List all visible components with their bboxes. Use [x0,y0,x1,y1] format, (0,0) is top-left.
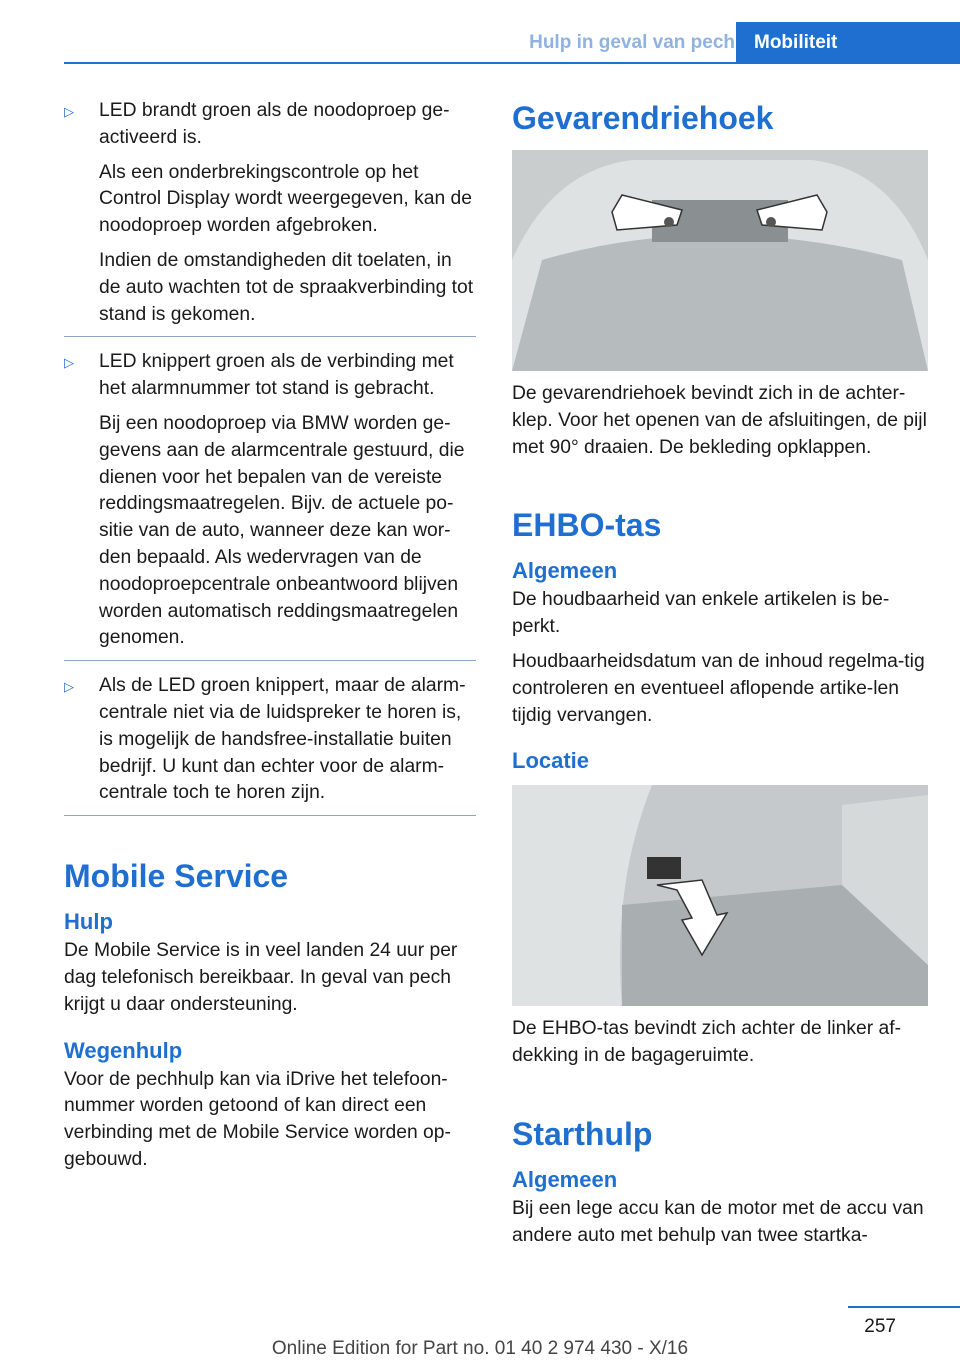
triangle-bullet-icon: ▷ [64,679,74,695]
online-edition-note: Online Edition for Part no. 01 40 2 974 430 - X/16 [271,1338,689,1359]
page-header [64,22,960,64]
starthulp-heading: Starthulp [512,1115,653,1152]
left-column [64,98,476,1182]
bullet-text: LED brandt groen als de noodoproep ge-activeerd is. [99,100,450,148]
bullet-text: Bij een noodoproep via BMW worden ge-gevens aan de alarmcentrale gestuurd, die dienen voor het bepalen van de vereiste reddingsmaatregelen. Bijv. de actuele po-sitie van de auto, wanneer deze kan wor-den bepaald. Als wedervragen van de noodoproepcentrale onbeantwoord blijven worden automatisch reddingsmaatregelen genomen. [99,412,465,649]
locatie-heading: Locatie [512,748,590,774]
bullet-text: LED knippert groen als de verbinding met het alarmnummer tot stand is gebracht. [99,351,454,400]
mobile-service-heading: Mobile Service [64,858,289,895]
list-item [64,673,476,816]
hulp-text: De Mobile Service is in veel landen 24 uur per dag telefonisch bereikbaar. In geval van pech krijgt u daar ondersteuning. [64,940,458,1015]
triangle-bullet-icon: ▷ [64,104,74,119]
header-chapter-tab: Mobiliteit [736,22,960,62]
footer-rule [848,1306,960,1308]
bullet-text: Als een onderbrekingscontrole op het Control Display wordt weergegeven, kan de noodoproep worden afgebroken. [99,161,472,237]
ehbo-algemeen-text-1: De houdbaarheid van enkele artikelen is be-perkt. [512,589,890,638]
bullet-text: Als de LED groen knippert, maar de alarm-centrale niet via de luidspreker te horen is, is mogelijk de handsfree-installatie buiten bedrijf. U kunt dan echter voor de alarm-centrale toch te horen zijn. [99,675,466,804]
first-aid-kit-figure [512,785,928,1006]
triangle-bullet-icon: ▷ [64,355,74,371]
header-section-title: Hulp in geval van pech [529,32,735,53]
list-item [64,349,476,661]
wegenhulp-heading: Wegenhulp [64,1037,183,1063]
hulp-heading: Hulp [64,909,113,935]
warning-triangle-figure [512,150,928,371]
starthulp-algemeen-heading: Algemeen [512,1166,618,1192]
bullet-text: Indien de omstandigheden dit toelaten, in de auto wachten tot de spraakverbinding tot stand is gekomen. [99,249,474,325]
ehbo-algemeen-heading: Algemeen [512,558,618,584]
list-item [64,98,476,337]
gevarendriehoek-text: De gevarendriehoek bevindt zich in de achter-klep. Voor het openen van de afsluitingen, de pijl met 90° draaien. De bekleding opklappen. [512,383,927,458]
starthulp-text: Bij een lege accu kan de motor met de accu van andere auto met behulp van twee startka- [512,1197,924,1246]
right-column [512,98,928,1258]
gevarendriehoek-heading: Gevarendriehoek [512,100,774,136]
locatie-text: De EHBO-tas bevindt zich achter de linker af-dekking in de bagageruimte. [512,1018,902,1067]
ehbo-algemeen-text-2: Houdbaarheidsdatum van de inhoud regelma-tig controleren en eventueel aflopende artike-len tijdig vervangen. [512,650,925,726]
ehbo-heading: EHBO-tas [512,507,662,544]
page-number: 257 [864,1316,896,1337]
wegenhulp-text: Voor de pechhulp kan via iDrive het telefoon-nummer worden getoond of kan direct een verbinding met de Mobile Service worden op-gebouwd. [64,1068,451,1170]
